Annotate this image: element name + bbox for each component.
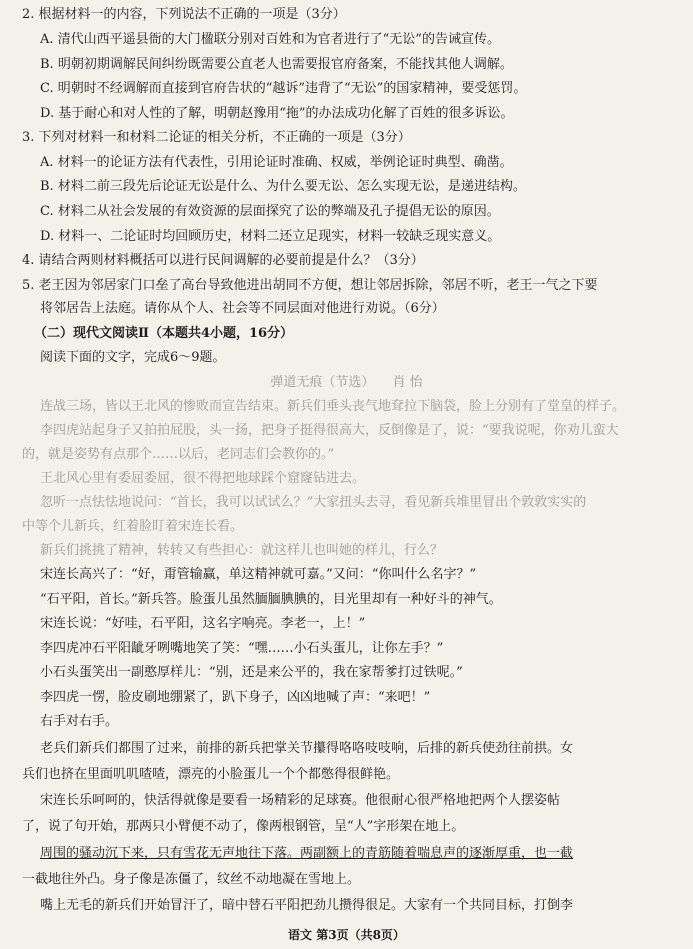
- story-paragraph-4: 忽听一点怯怯地说问：“首长，我可以试试么？”大家扭头去寻，看见新兵堆里冒出个敦敦实实的: [40, 495, 587, 510]
- story-paragraph-15-cont: 一截地往外凸。身子像是冻僵了，纹丝不动地凝在雪地上。: [22, 872, 361, 887]
- question-5-line-1: 5. 老王因为邻居家门口垒了高台导致他进出胡同不方便，想让邻居拆除，邻居不听，老王一气之下要: [22, 278, 598, 293]
- question-4: 4. 请结合两则材料概括可以进行民间调解的必要前提是什么？（3分）: [22, 253, 424, 268]
- story-paragraph-4-cont: 中等个儿新兵，红着脸盯着宋连长看。: [22, 519, 244, 534]
- section-heading: （二）现代文阅读Ⅱ（本题共4小题，16分）: [34, 326, 294, 341]
- question-3-option-b: B. 材料二前三段先后论证无讼是什么、为什么要无讼、怎么实现无讼，是递进结构。: [40, 179, 526, 194]
- story-paragraph-5: 新兵们挑挑了精神，转转又有些担心：就这样儿也叫她的样儿，行么？: [40, 543, 444, 558]
- story-paragraph-13: 老兵们新兵们都围了过来，前排的新兵把掌关节攥得咯咯吱吱响，后排的新兵使劲往前拱。女: [40, 741, 574, 756]
- story-paragraph-13-cont: 兵们也挤在里面叽叽喳喳，漂亮的小脸蛋儿一个个都憋得很鲜艳。: [22, 767, 400, 782]
- question-3-stem: 3. 下列对材料一和材料二论证的相关分析，不正确的一项是（3分）: [22, 130, 411, 145]
- story-paragraph-15: 周围的骚动沉下来，只有雪花无声地往下落。两副额上的青筋随着喘息声的逐渐厚重，也一截: [40, 846, 574, 861]
- question-3-option-c: C. 材料二从社会发展的有效资源的层面探究了讼的弊端及孔子提倡无讼的原因。: [40, 204, 500, 219]
- story-paragraph-11: 李四虎一愣，脸皮刷地绷紧了，趴下身子，凶凶地喊了声：“来吧！”: [40, 690, 431, 705]
- story-paragraph-14-cont: 了，说了句开始，那两只小臂便不动了，像两根钢管，呈“人”字形架在地上。: [22, 819, 465, 834]
- story-paragraph-3: 王北风心里有委屈委屈，很不得把地球踩个窟窿钻进去。: [40, 471, 366, 486]
- story-author: 肖 怡: [392, 375, 423, 390]
- story-title: 弹道无痕（节选）: [270, 375, 375, 390]
- story-paragraph-1: 连战三场，皆以王北风的惨败而宣告结束。新兵们垂头丧气地耷拉下脑袋，脸上分别有了堂皇的样子。: [40, 399, 626, 414]
- story-paragraph-7: “石平阳，首长。”新兵答。脸蛋儿虽然腼腼腆腆的，目光里却有一种好斗的神气。: [40, 592, 502, 607]
- story-title-line: [0, 374, 693, 392]
- question-2-option-c: C. 明朝时不经调解而直接到官府告状的“越诉”违背了“无讼”的国家精神，要受惩罚。: [40, 81, 527, 96]
- story-paragraph-6: 宋连长高兴了：“好，甭管输赢，单这精神就可嘉。”又问：“你叫什么名字？”: [40, 567, 477, 582]
- story-paragraph-9: 李四虎冲石平阳龇牙咧嘴地笑了笑：“嘿……小石头蛋儿，让你左手？”: [40, 641, 444, 656]
- story-paragraph-2-cont: 的，就是姿势有点那个……以后，老同志们会教你的。”: [22, 447, 335, 462]
- story-paragraph-16: 嘴上无毛的新兵们开始冒汗了，暗中替石平阳把劲儿攒得很足。大家有一个共同目标，打倒李: [40, 898, 574, 913]
- story-paragraph-12: 右手对右手。: [40, 714, 119, 729]
- reading-instruction: 阅读下面的文字，完成6～9题。: [40, 350, 226, 365]
- page-footer: 语文 第3页（共8页）: [288, 928, 405, 942]
- story-paragraph-2: 李四虎站起身子又拍拍屁股，头一扬，把身子挺得很高大，反倒像是了，说：“要我说呢，你劝儿蛮大: [40, 423, 619, 438]
- story-paragraph-10: 小石头蛋笑出一副憨厚样儿：“别，还是来公平的，我在家帮爹打过铁呢。”: [40, 665, 463, 680]
- question-2-stem: 2. 根据材料一的内容，下列说法不正确的一项是（3分）: [22, 7, 346, 22]
- question-3-option-d: D. 材料一、二论证时均回顾历史，材料二还立足现实，材料一较缺乏现实意义。: [40, 229, 501, 244]
- question-2-option-d: D. 基于耐心和对人性的了解，明朝赵豫用“拖”的办法成功化解了百姓的很多诉讼。: [40, 106, 514, 121]
- question-2-option-a: A. 清代山西平遥县衙的大门楹联分别对百姓和为官者进行了“无讼”的告诫宣传。: [40, 32, 500, 47]
- story-paragraph-14: 宋连长乐呵呵的，快活得就像是要看一场精彩的足球赛。他很耐心很严格地把两个人摆姿帖: [40, 793, 561, 808]
- question-5-line-2: 将邻居告上法庭。请你从个人、社会等不同层面对他进行劝说。（6分）: [40, 301, 445, 316]
- question-3-option-a: A. 材料一的论证方法有代表性，引用论证时准确、权威，举例论证时典型、确凿。: [40, 155, 513, 170]
- story-paragraph-8: 宋连长说：“好哇，石平阳，这名字响亮。李老一，上！”: [40, 616, 366, 631]
- question-2-option-b: B. 明朝初期调解民间纠纷既需要公直老人也需要报官府备案，不能找其他人调解。: [40, 57, 513, 72]
